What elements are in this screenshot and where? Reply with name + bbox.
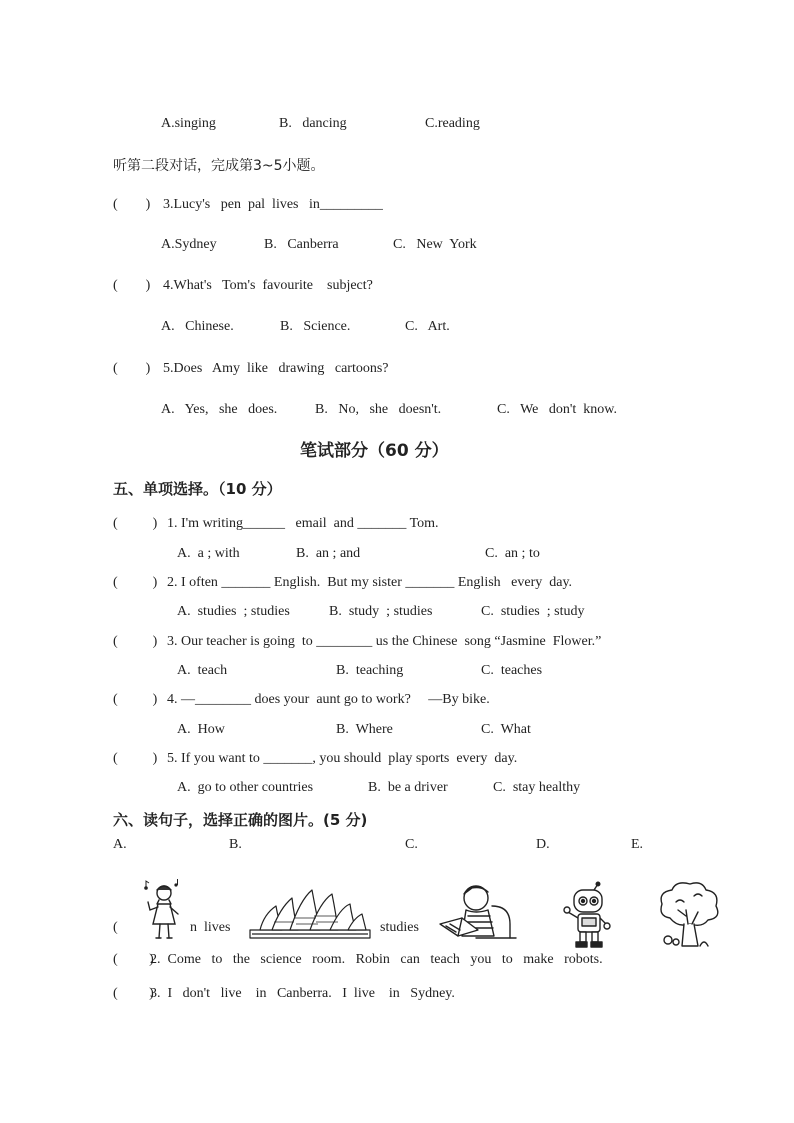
s5-q1-paren: ( ) xyxy=(113,516,158,531)
q5-option-c: C. We don't know. xyxy=(497,402,618,417)
q3-option-a: A.Sydney xyxy=(161,237,217,252)
s5-q2-paren: ( ) xyxy=(113,575,158,590)
s5-q2-option-b: B. study ; studies xyxy=(329,604,433,619)
s6-q2-stem: 2. Come to the science room. Robin can teach you to make robots. xyxy=(150,952,603,967)
s5-q4-option-c: C. What xyxy=(481,722,531,737)
s5-q1-option-c: C. an ; to xyxy=(485,546,540,561)
written-part-title: 笔试部分（60 分） xyxy=(300,441,449,461)
s5-q5-option-c: C. stay healthy xyxy=(493,780,581,795)
girl-singing-icon xyxy=(140,880,185,945)
s5-q4-option-a: A. How xyxy=(177,722,225,737)
q5-option-b: B. No, she doesn't. xyxy=(315,402,442,417)
picture-label-c: C. xyxy=(405,837,418,852)
q5-stem: 5.Does Amy like drawing cartoons? xyxy=(163,361,389,376)
section5-title: 五、单项选择。（10 分） xyxy=(113,480,282,498)
q4-option-c: C. Art. xyxy=(405,319,450,334)
s6-q1-paren: ( xyxy=(113,920,118,935)
q4-option-a: A. Chinese. xyxy=(161,319,234,334)
s5-q1-option-a: A. a ; with xyxy=(177,546,240,561)
s6-q2-paren: ( ) xyxy=(113,952,154,967)
dialogue2-instruction: 听第二段对话，完成第3~5小题。 xyxy=(113,158,325,174)
q3-paren: ( ) xyxy=(113,197,151,212)
picture-label-a: A. xyxy=(113,837,127,852)
q2-option-b: B. dancing xyxy=(279,116,347,131)
s5-q3-stem: 3. Our teacher is going to ________ us the Chinese song “Jasmine Flower.” xyxy=(167,634,602,649)
q5-paren: ( ) xyxy=(113,361,151,376)
s6-q1-fragment-2: studies xyxy=(380,920,419,935)
picture-label-b: B. xyxy=(229,837,242,852)
s5-q3-option-c: C. teaches xyxy=(481,663,543,678)
picture-label-e: E. xyxy=(631,837,644,852)
s5-q2-stem: 2. I often _______ English. But my sister _______ English every day. xyxy=(167,575,573,590)
q4-stem: 4.What's Tom's favourite subject? xyxy=(163,278,373,293)
section6-title: 六、读句子，选择正确的图片。(5 分) xyxy=(113,811,368,829)
s5-q5-option-a: A. go to other countries xyxy=(177,780,314,795)
tree-icon xyxy=(656,880,722,952)
q5-option-a: A. Yes, she does. xyxy=(161,402,278,417)
s5-q2-option-a: A. studies ; studies xyxy=(177,604,290,619)
s5-q1-option-b: B. an ; and xyxy=(296,546,361,561)
s5-q5-stem: 5. If you want to _______, you should play sports every day. xyxy=(167,751,518,766)
q3-option-b: B. Canberra xyxy=(264,237,339,252)
q2-option-a: A.singing xyxy=(161,116,216,131)
opera-house-icon xyxy=(246,888,374,940)
s6-q3-stem: 3. I don't live in Canberra. I live in Sydney. xyxy=(150,986,455,1001)
picture-label-d: D. xyxy=(536,837,550,852)
boy-reading-icon xyxy=(432,880,516,950)
s5-q2-option-c: C. studies ; study xyxy=(481,604,585,619)
s5-q3-paren: ( ) xyxy=(113,634,158,649)
s5-q4-option-b: B. Where xyxy=(336,722,393,737)
s5-q4-stem: 4. —________ does your aunt go to work? —By bike. xyxy=(167,692,490,707)
s5-q3-option-a: A. teach xyxy=(177,663,228,678)
s6-q1-fragment-1: n lives xyxy=(190,920,231,935)
s6-q3-paren: ( ) xyxy=(113,986,154,1001)
q3-option-c: C. New York xyxy=(393,237,477,252)
s5-q3-option-b: B. teaching xyxy=(336,663,404,678)
s5-q5-paren: ( ) xyxy=(113,751,158,766)
q2-option-c: C.reading xyxy=(425,116,480,131)
robot-icon xyxy=(560,884,612,950)
s5-q1-stem: 1. I'm writing______ email and _______ Tom. xyxy=(167,516,439,531)
s5-q4-paren: ( ) xyxy=(113,692,158,707)
s5-q5-option-b: B. be a driver xyxy=(368,780,448,795)
q4-paren: ( ) xyxy=(113,278,151,293)
q4-option-b: B. Science. xyxy=(280,319,351,334)
q3-stem: 3.Lucy's pen pal lives in_________ xyxy=(163,197,383,212)
